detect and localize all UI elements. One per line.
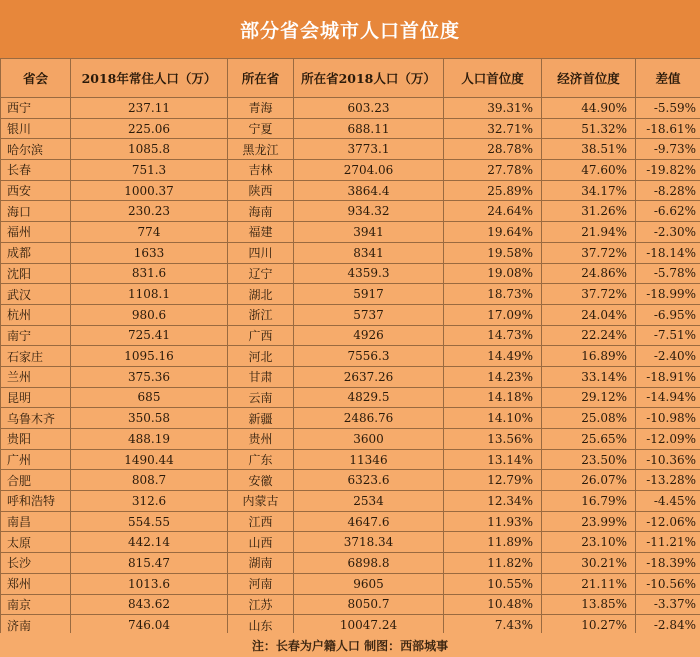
cell-difference: -6.95%	[636, 304, 700, 325]
cell-province: 安徽	[228, 470, 294, 491]
cell-city-population: 1000.37	[71, 180, 228, 201]
cell-difference: -5.78%	[636, 263, 700, 284]
cell-city-population: 1633	[71, 242, 228, 263]
cell-difference: -5.59%	[636, 98, 700, 119]
table-row	[1, 325, 700, 346]
cell-difference: -10.36%	[636, 449, 700, 470]
cell-province-population: 6898.8	[294, 553, 444, 574]
cell-economic-primacy: 24.04%	[542, 304, 636, 325]
cell-population-primacy: 14.73%	[444, 325, 542, 346]
cell-province-population: 3941	[294, 222, 444, 243]
table-row	[1, 408, 700, 429]
table-row	[1, 222, 700, 243]
cell-economic-primacy: 34.17%	[542, 180, 636, 201]
cell-province-population: 4359.3	[294, 263, 444, 284]
cell-city-population: 442.14	[71, 532, 228, 553]
cell-economic-primacy: 10.27%	[542, 615, 636, 636]
cell-economic-primacy: 38.51%	[542, 139, 636, 160]
cell-capital: 石家庄	[1, 346, 71, 367]
cell-province-population: 2704.06	[294, 160, 444, 181]
cell-province: 湖南	[228, 553, 294, 574]
cell-capital: 广州	[1, 449, 71, 470]
cell-difference: -13.28%	[636, 470, 700, 491]
table-row	[1, 284, 700, 305]
cell-economic-primacy: 16.79%	[542, 491, 636, 512]
cell-population-primacy: 14.18%	[444, 387, 542, 408]
cell-economic-primacy: 25.08%	[542, 408, 636, 429]
cell-province-population: 688.11	[294, 118, 444, 139]
cell-population-primacy: 19.64%	[444, 222, 542, 243]
cell-population-primacy: 32.71%	[444, 118, 542, 139]
cell-difference: -2.40%	[636, 346, 700, 367]
cell-city-population: 751.3	[71, 160, 228, 181]
cell-difference: -6.62%	[636, 201, 700, 222]
cell-province: 甘肃	[228, 366, 294, 387]
col-header-difference: 差值	[636, 59, 700, 98]
table-row	[1, 470, 700, 491]
table-row	[1, 429, 700, 450]
cell-capital: 杭州	[1, 304, 71, 325]
table-row	[1, 201, 700, 222]
cell-economic-primacy: 33.14%	[542, 366, 636, 387]
cell-economic-primacy: 21.94%	[542, 222, 636, 243]
cell-capital: 南宁	[1, 325, 71, 346]
cell-city-population: 746.04	[71, 615, 228, 636]
cell-population-primacy: 19.58%	[444, 242, 542, 263]
cell-population-primacy: 14.49%	[444, 346, 542, 367]
cell-capital: 沈阳	[1, 263, 71, 284]
cell-province-population: 8050.7	[294, 594, 444, 615]
cell-province: 贵州	[228, 429, 294, 450]
cell-population-primacy: 13.14%	[444, 449, 542, 470]
cell-capital: 昆明	[1, 387, 71, 408]
cell-capital: 长沙	[1, 553, 71, 574]
cell-economic-primacy: 24.86%	[542, 263, 636, 284]
cell-population-primacy: 13.56%	[444, 429, 542, 450]
cell-economic-primacy: 26.07%	[542, 470, 636, 491]
cell-province-population: 8341	[294, 242, 444, 263]
cell-difference: -9.73%	[636, 139, 700, 160]
cell-capital: 哈尔滨	[1, 139, 71, 160]
cell-province: 内蒙古	[228, 491, 294, 512]
cell-economic-primacy: 29.12%	[542, 387, 636, 408]
cell-province: 广东	[228, 449, 294, 470]
cell-city-population: 1490.44	[71, 449, 228, 470]
cell-population-primacy: 10.55%	[444, 573, 542, 594]
cell-economic-primacy: 23.10%	[542, 532, 636, 553]
cell-capital: 乌鲁木齐	[1, 408, 71, 429]
cell-capital: 南昌	[1, 511, 71, 532]
cell-population-primacy: 19.08%	[444, 263, 542, 284]
cell-province-population: 5737	[294, 304, 444, 325]
cell-difference: -3.37%	[636, 594, 700, 615]
cell-economic-primacy: 51.32%	[542, 118, 636, 139]
cell-population-primacy: 7.43%	[444, 615, 542, 636]
cell-population-primacy: 14.23%	[444, 366, 542, 387]
cell-province: 青海	[228, 98, 294, 119]
cell-population-primacy: 25.89%	[444, 180, 542, 201]
cell-population-primacy: 17.09%	[444, 304, 542, 325]
cell-economic-primacy: 47.60%	[542, 160, 636, 181]
cell-province: 辽宁	[228, 263, 294, 284]
cell-population-primacy: 10.48%	[444, 594, 542, 615]
table-row	[1, 304, 700, 325]
population-table	[0, 58, 700, 636]
cell-capital: 合肥	[1, 470, 71, 491]
page-title: 部分省会城市人口首位度	[239, 19, 460, 42]
cell-province-population: 3718.34	[294, 532, 444, 553]
table-row	[1, 553, 700, 574]
cell-difference: -12.06%	[636, 511, 700, 532]
header-row	[1, 59, 700, 98]
cell-population-primacy: 24.64%	[444, 201, 542, 222]
cell-capital: 太原	[1, 532, 71, 553]
cell-city-population: 774	[71, 222, 228, 243]
cell-province: 山西	[228, 532, 294, 553]
cell-economic-primacy: 16.89%	[542, 346, 636, 367]
cell-economic-primacy: 25.65%	[542, 429, 636, 450]
cell-province-population: 2486.76	[294, 408, 444, 429]
cell-capital: 福州	[1, 222, 71, 243]
cell-difference: -10.98%	[636, 408, 700, 429]
cell-city-population: 350.58	[71, 408, 228, 429]
col-header-province-population: 所在省2018人口（万）	[294, 59, 444, 98]
cell-province-population: 3864.4	[294, 180, 444, 201]
cell-province: 宁夏	[228, 118, 294, 139]
table-row	[1, 449, 700, 470]
cell-capital: 银川	[1, 118, 71, 139]
cell-province-population: 6323.6	[294, 470, 444, 491]
cell-province: 湖北	[228, 284, 294, 305]
cell-economic-primacy: 44.90%	[542, 98, 636, 119]
cell-capital: 成都	[1, 242, 71, 263]
cell-province: 海南	[228, 201, 294, 222]
cell-population-primacy: 27.78%	[444, 160, 542, 181]
cell-difference: -8.28%	[636, 180, 700, 201]
col-header-province: 所在省	[228, 59, 294, 98]
cell-capital: 贵阳	[1, 429, 71, 450]
cell-economic-primacy: 30.21%	[542, 553, 636, 574]
cell-capital: 西安	[1, 180, 71, 201]
cell-province: 山东	[228, 615, 294, 636]
cell-province: 吉林	[228, 160, 294, 181]
cell-province: 陕西	[228, 180, 294, 201]
cell-city-population: 375.36	[71, 366, 228, 387]
cell-population-primacy: 12.79%	[444, 470, 542, 491]
cell-province-population: 2534	[294, 491, 444, 512]
cell-city-population: 1108.1	[71, 284, 228, 305]
cell-economic-primacy: 37.72%	[542, 242, 636, 263]
cell-city-population: 1095.16	[71, 346, 228, 367]
cell-city-population: 831.6	[71, 263, 228, 284]
table-row	[1, 573, 700, 594]
cell-province-population: 2637.26	[294, 366, 444, 387]
cell-population-primacy: 28.78%	[444, 139, 542, 160]
cell-capital: 长春	[1, 160, 71, 181]
cell-difference: -18.14%	[636, 242, 700, 263]
table-body	[1, 98, 700, 636]
cell-province-population: 9605	[294, 573, 444, 594]
cell-province: 新疆	[228, 408, 294, 429]
cell-capital: 呼和浩特	[1, 491, 71, 512]
cell-population-primacy: 12.34%	[444, 491, 542, 512]
cell-difference: -4.45%	[636, 491, 700, 512]
cell-city-population: 312.6	[71, 491, 228, 512]
cell-difference: -18.61%	[636, 118, 700, 139]
cell-population-primacy: 14.10%	[444, 408, 542, 429]
cell-difference: -18.39%	[636, 553, 700, 574]
table-row	[1, 366, 700, 387]
cell-economic-primacy: 21.11%	[542, 573, 636, 594]
table-row	[1, 263, 700, 284]
cell-economic-primacy: 13.85%	[542, 594, 636, 615]
cell-population-primacy: 39.31%	[444, 98, 542, 119]
cell-city-population: 554.55	[71, 511, 228, 532]
cell-province-population: 934.32	[294, 201, 444, 222]
cell-province: 浙江	[228, 304, 294, 325]
cell-city-population: 685	[71, 387, 228, 408]
table-row	[1, 532, 700, 553]
cell-capital: 济南	[1, 615, 71, 636]
title-bar	[0, 0, 700, 59]
cell-economic-primacy: 22.24%	[542, 325, 636, 346]
table-row	[1, 346, 700, 367]
cell-province-population: 3773.1	[294, 139, 444, 160]
cell-difference: -10.56%	[636, 573, 700, 594]
cell-population-primacy: 18.73%	[444, 284, 542, 305]
cell-difference: -7.51%	[636, 325, 700, 346]
cell-difference: -12.09%	[636, 429, 700, 450]
cell-province: 河北	[228, 346, 294, 367]
cell-province: 黑龙江	[228, 139, 294, 160]
table-row	[1, 387, 700, 408]
cell-province: 云南	[228, 387, 294, 408]
cell-province: 广西	[228, 325, 294, 346]
table-row	[1, 242, 700, 263]
col-header-capital: 省会	[1, 59, 71, 98]
cell-city-population: 1085.8	[71, 139, 228, 160]
cell-difference: -19.82%	[636, 160, 700, 181]
cell-province: 福建	[228, 222, 294, 243]
cell-difference: -18.99%	[636, 284, 700, 305]
cell-city-population: 225.06	[71, 118, 228, 139]
cell-difference: -2.30%	[636, 222, 700, 243]
table-row	[1, 139, 700, 160]
cell-population-primacy: 11.89%	[444, 532, 542, 553]
cell-city-population: 980.6	[71, 304, 228, 325]
cell-city-population: 808.7	[71, 470, 228, 491]
table-row	[1, 511, 700, 532]
col-header-economic-primacy: 经济首位度	[542, 59, 636, 98]
cell-province: 四川	[228, 242, 294, 263]
cell-province-population: 4647.6	[294, 511, 444, 532]
cell-city-population: 815.47	[71, 553, 228, 574]
cell-province-population: 4829.5	[294, 387, 444, 408]
cell-city-population: 237.11	[71, 98, 228, 119]
table-row	[1, 118, 700, 139]
table-row	[1, 160, 700, 181]
table-row	[1, 491, 700, 512]
cell-city-population: 725.41	[71, 325, 228, 346]
cell-city-population: 843.62	[71, 594, 228, 615]
table-row	[1, 98, 700, 119]
cell-capital: 南京	[1, 594, 71, 615]
cell-difference: -2.84%	[636, 615, 700, 636]
cell-province: 江西	[228, 511, 294, 532]
table-row	[1, 594, 700, 615]
cell-economic-primacy: 37.72%	[542, 284, 636, 305]
cell-population-primacy: 11.82%	[444, 553, 542, 574]
table-row	[1, 180, 700, 201]
cell-province-population: 4926	[294, 325, 444, 346]
cell-city-population: 1013.6	[71, 573, 228, 594]
cell-capital: 西宁	[1, 98, 71, 119]
cell-province-population: 11346	[294, 449, 444, 470]
cell-province-population: 7556.3	[294, 346, 444, 367]
cell-economic-primacy: 23.99%	[542, 511, 636, 532]
cell-city-population: 230.23	[71, 201, 228, 222]
cell-province-population: 10047.24	[294, 615, 444, 636]
cell-province-population: 603.23	[294, 98, 444, 119]
cell-economic-primacy: 23.50%	[542, 449, 636, 470]
col-header-population-primacy: 人口首位度	[444, 59, 542, 98]
cell-difference: -11.21%	[636, 532, 700, 553]
cell-difference: -14.94%	[636, 387, 700, 408]
cell-capital: 海口	[1, 201, 71, 222]
col-header-city-population: 2018年常住人口（万）	[71, 59, 228, 98]
footnote: 注：长春为户籍人口 制图：西部城事	[0, 633, 700, 657]
cell-province-population: 5917	[294, 284, 444, 305]
cell-city-population: 488.19	[71, 429, 228, 450]
cell-difference: -18.91%	[636, 366, 700, 387]
cell-capital: 武汉	[1, 284, 71, 305]
cell-province: 江苏	[228, 594, 294, 615]
cell-capital: 兰州	[1, 366, 71, 387]
cell-province-population: 3600	[294, 429, 444, 450]
cell-economic-primacy: 31.26%	[542, 201, 636, 222]
cell-capital: 郑州	[1, 573, 71, 594]
cell-population-primacy: 11.93%	[444, 511, 542, 532]
cell-province: 河南	[228, 573, 294, 594]
